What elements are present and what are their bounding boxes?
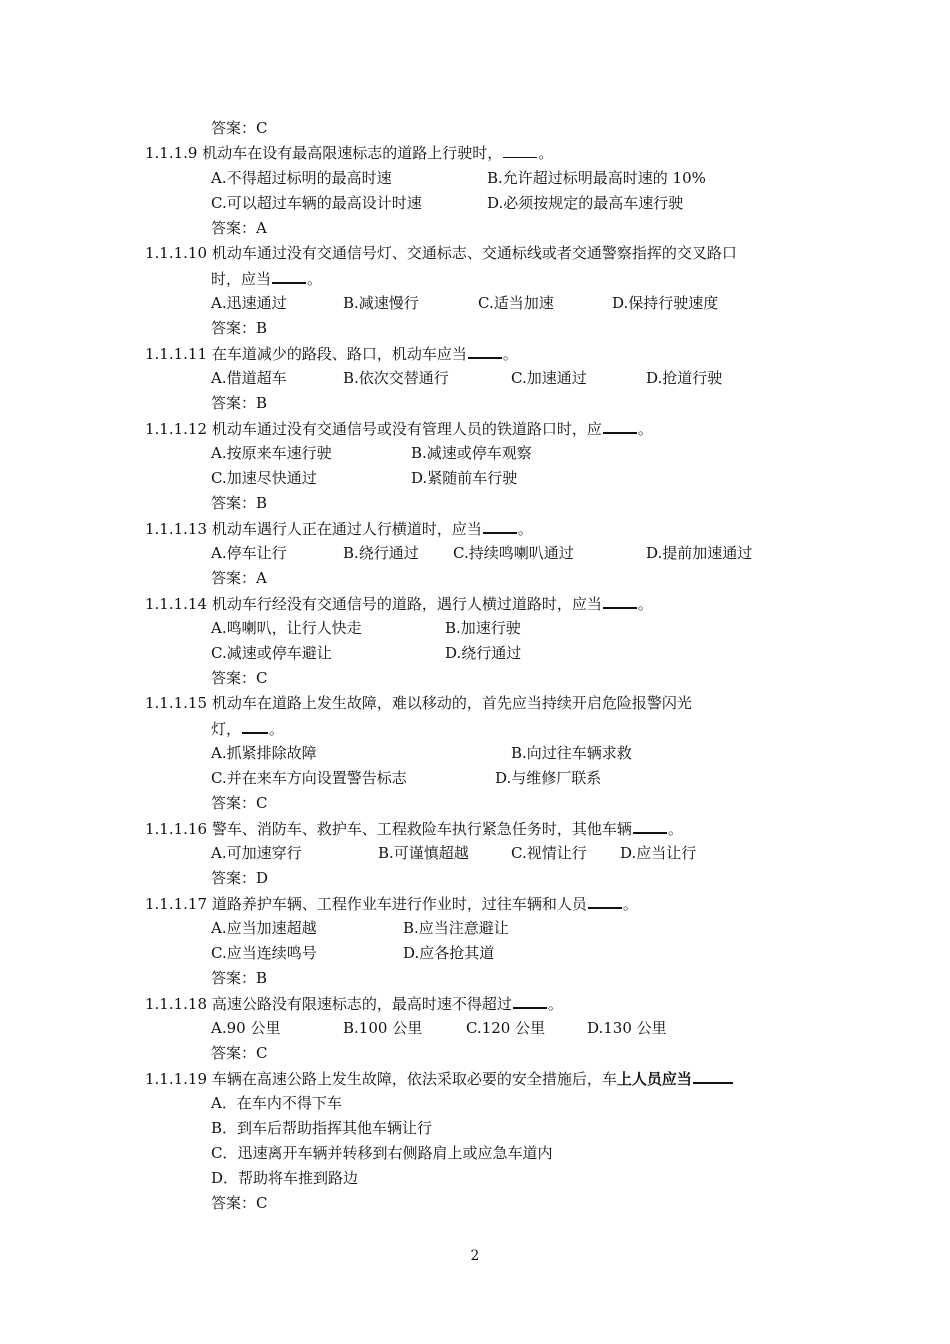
answer-value: C — [256, 1044, 268, 1062]
question-end: 。 — [307, 270, 323, 288]
option-c: C.可以超过车辆的最高设计时速 — [211, 194, 422, 212]
question-1-1-1-14 — [145, 593, 653, 613]
question-text: 机动车行经没有交通信号的道路，遇行人横过道路时，应当 — [211, 595, 602, 613]
answer-label: 答案： — [211, 394, 257, 412]
blank — [603, 593, 637, 609]
option-a: A.抓紧排除故障 — [211, 744, 317, 762]
option-a: A.迅速通过 — [211, 294, 287, 312]
option-b: B.允许超过标明最高时速的 10% — [487, 169, 706, 187]
answer-value: C — [256, 669, 268, 687]
answer-label: 答案： — [211, 569, 257, 587]
answer-value: B — [256, 969, 268, 987]
question-end: 。 — [517, 520, 533, 538]
option-c: C．迅速离开车辆并转移到右侧路肩上或应急车道内 — [211, 1144, 553, 1162]
question-end: 。 — [538, 144, 554, 162]
answer-value: C — [256, 119, 268, 137]
question-number: 1.1.1.18 — [145, 995, 208, 1013]
blank — [588, 893, 622, 909]
question-text: 高速公路没有限速标志的，最高时速不得超过 — [211, 995, 512, 1013]
page-number: 2 — [470, 1248, 480, 1264]
question-number: 1.1.1.10 — [145, 244, 208, 262]
option-b: B.应当注意避让 — [403, 919, 509, 937]
answer-value: A — [256, 219, 267, 237]
question-text: 车辆在高速公路上发生故障，依法采取必要的安全措施后，车 — [211, 1070, 617, 1088]
question-end: 。 — [667, 820, 683, 838]
blank — [633, 818, 667, 834]
option-d: D.130 公里 — [587, 1019, 667, 1037]
question-number: 1.1.1.12 — [145, 420, 208, 438]
question-1-1-1-10 — [145, 243, 737, 263]
answer-label: 答案： — [211, 219, 257, 237]
option-c: C.并在来车方向设置警告标志 — [211, 769, 407, 787]
question-text: 道路养护车辆、工程作业车进行作业时，过往车辆和人员 — [211, 895, 587, 913]
blank — [693, 1068, 733, 1084]
option-d: D.应各抢其道 — [403, 944, 495, 962]
blank — [503, 143, 537, 158]
answer-line — [211, 868, 268, 888]
option-a: A.借道超车 — [211, 369, 287, 387]
question-number: 1.1.1.19 — [145, 1070, 208, 1088]
answer-label: 答案： — [211, 794, 257, 812]
answer-line — [211, 218, 267, 238]
answer-label: 答案： — [211, 494, 257, 512]
answer-line — [211, 393, 267, 413]
answer-value: C — [256, 1194, 268, 1212]
option-d: D.提前加速通过 — [646, 544, 753, 562]
option-b: B.减速慢行 — [343, 294, 419, 312]
option-b: B.减速或停车观察 — [411, 444, 532, 462]
question-1-1-1-17 — [145, 893, 638, 913]
answer-value: B — [256, 494, 268, 512]
option-d: D.应当让行 — [620, 844, 697, 862]
question-continuation — [211, 268, 322, 288]
blank — [513, 993, 547, 1009]
question-number: 1.1.1.9 — [145, 144, 198, 162]
question-1-1-1-15 — [145, 693, 692, 713]
blank — [483, 518, 517, 534]
question-number: 1.1.1.11 — [145, 345, 208, 363]
option-d: D.保持行驶速度 — [612, 294, 719, 312]
answer-line — [211, 668, 268, 688]
answer-label: 答案： — [211, 969, 257, 987]
option-a: A.鸣喇叭，让行人快走 — [211, 619, 362, 637]
option-c: C.减速或停车避让 — [211, 644, 332, 662]
option-c: C.加速通过 — [511, 369, 587, 387]
answer-label: 答案： — [211, 869, 257, 887]
question-number: 1.1.1.16 — [145, 820, 208, 838]
answer-line — [211, 318, 267, 338]
answer-value: A — [256, 569, 267, 587]
option-b: B.依次交替通行 — [343, 369, 449, 387]
option-a: A.停车让行 — [211, 544, 287, 562]
option-a: A.应当加速超越 — [211, 919, 317, 937]
option-d: D.紧随前车行驶 — [411, 469, 518, 487]
question-text-cont: 灯， — [211, 720, 242, 738]
answer-label: 答案： — [211, 1194, 257, 1212]
answer-line — [211, 1193, 268, 1213]
blank — [603, 418, 637, 434]
option-b: B.100 公里 — [343, 1019, 423, 1037]
option-d: D.必须按规定的最高车速行驶 — [487, 194, 684, 212]
option-a: A．在车内不得下车 — [211, 1094, 342, 1112]
blank — [242, 718, 268, 734]
option-b: B.可谨慎超越 — [378, 844, 469, 862]
option-b: B.加速行驶 — [445, 619, 521, 637]
option-d: D．帮助将车推到路边 — [211, 1169, 359, 1187]
option-c: C.持续鸣喇叭通过 — [453, 544, 574, 562]
option-c: C.适当加速 — [478, 294, 554, 312]
question-number: 1.1.1.14 — [145, 595, 208, 613]
option-d: D.绕行通过 — [445, 644, 522, 662]
question-number: 1.1.1.13 — [145, 520, 208, 538]
question-continuation — [211, 718, 284, 738]
option-a: A.90 公里 — [211, 1019, 281, 1037]
option-d: D.抢道行驶 — [646, 369, 723, 387]
option-b: B.向过往车辆求救 — [511, 744, 632, 762]
option-c: C.加速尽快通过 — [211, 469, 317, 487]
answer-line — [211, 568, 267, 588]
answer-label: 答案： — [211, 669, 257, 687]
question-1-1-1-12 — [145, 418, 653, 438]
option-a: A.可加速穿行 — [211, 844, 302, 862]
option-c: C.应当连续鸣号 — [211, 944, 317, 962]
question-text: 警车、消防车、救护车、工程救险车执行紧急任务时，其他车辆 — [211, 820, 632, 838]
option-b: B．到车后帮助指挥其他车辆让行 — [211, 1119, 433, 1137]
question-text: 机动车通过没有交通信号或没有管理人员的铁道路口时，应 — [211, 420, 602, 438]
question-text: 在车道减少的路段、路口，机动车应当 — [211, 345, 467, 363]
question-text: 机动车通过没有交通信号灯、交通标志、交通标线或者交通警察指挥的交叉路口 — [211, 244, 737, 262]
answer-label: 答案： — [211, 1044, 257, 1062]
option-c: C.120 公里 — [466, 1019, 546, 1037]
question-end: 。 — [269, 720, 285, 738]
question-text-bold: 上人员应当 — [616, 1070, 692, 1088]
question-text: 机动车在道路上发生故障，难以移动的，首先应当持续开启危险报警闪光 — [211, 694, 692, 712]
answer-label: 答案： — [211, 319, 257, 337]
answer-line — [211, 793, 268, 813]
question-1-1-1-18 — [145, 993, 563, 1013]
question-1-1-1-13 — [145, 518, 533, 538]
question-end: 。 — [502, 345, 518, 363]
question-end: 。 — [637, 595, 653, 613]
option-d: D.与维修厂联系 — [495, 769, 602, 787]
question-1-1-1-11 — [145, 343, 518, 363]
blank — [272, 268, 306, 284]
question-1-1-1-19 — [145, 1068, 734, 1088]
answer-label: 答案： — [211, 119, 257, 137]
answer-line — [211, 1043, 268, 1063]
question-text-cont: 时，应当 — [211, 270, 272, 288]
question-end: 。 — [622, 895, 638, 913]
answer-value: C — [256, 794, 268, 812]
option-c: C.视情让行 — [511, 844, 587, 862]
question-end: 。 — [547, 995, 563, 1013]
answer-value: B — [256, 394, 268, 412]
question-text: 机动车在设有最高限速标志的道路上行驶时， — [202, 144, 503, 162]
question-1-1-1-16 — [145, 818, 683, 838]
answer-line — [211, 968, 267, 988]
answer-value: D — [256, 869, 269, 887]
question-1-1-1-9 — [145, 143, 553, 163]
question-end: 。 — [637, 420, 653, 438]
question-text: 机动车遇行人正在通过人行横道时，应当 — [211, 520, 482, 538]
question-number: 1.1.1.15 — [145, 694, 208, 712]
option-a: A.按原来车速行驶 — [211, 444, 332, 462]
option-a: A.不得超过标明的最高时速 — [211, 169, 392, 187]
option-b: B.绕行通过 — [343, 544, 419, 562]
blank — [468, 343, 502, 359]
answer-value: B — [256, 319, 268, 337]
question-number: 1.1.1.17 — [145, 895, 208, 913]
answer-line — [211, 118, 268, 138]
answer-line — [211, 493, 267, 513]
